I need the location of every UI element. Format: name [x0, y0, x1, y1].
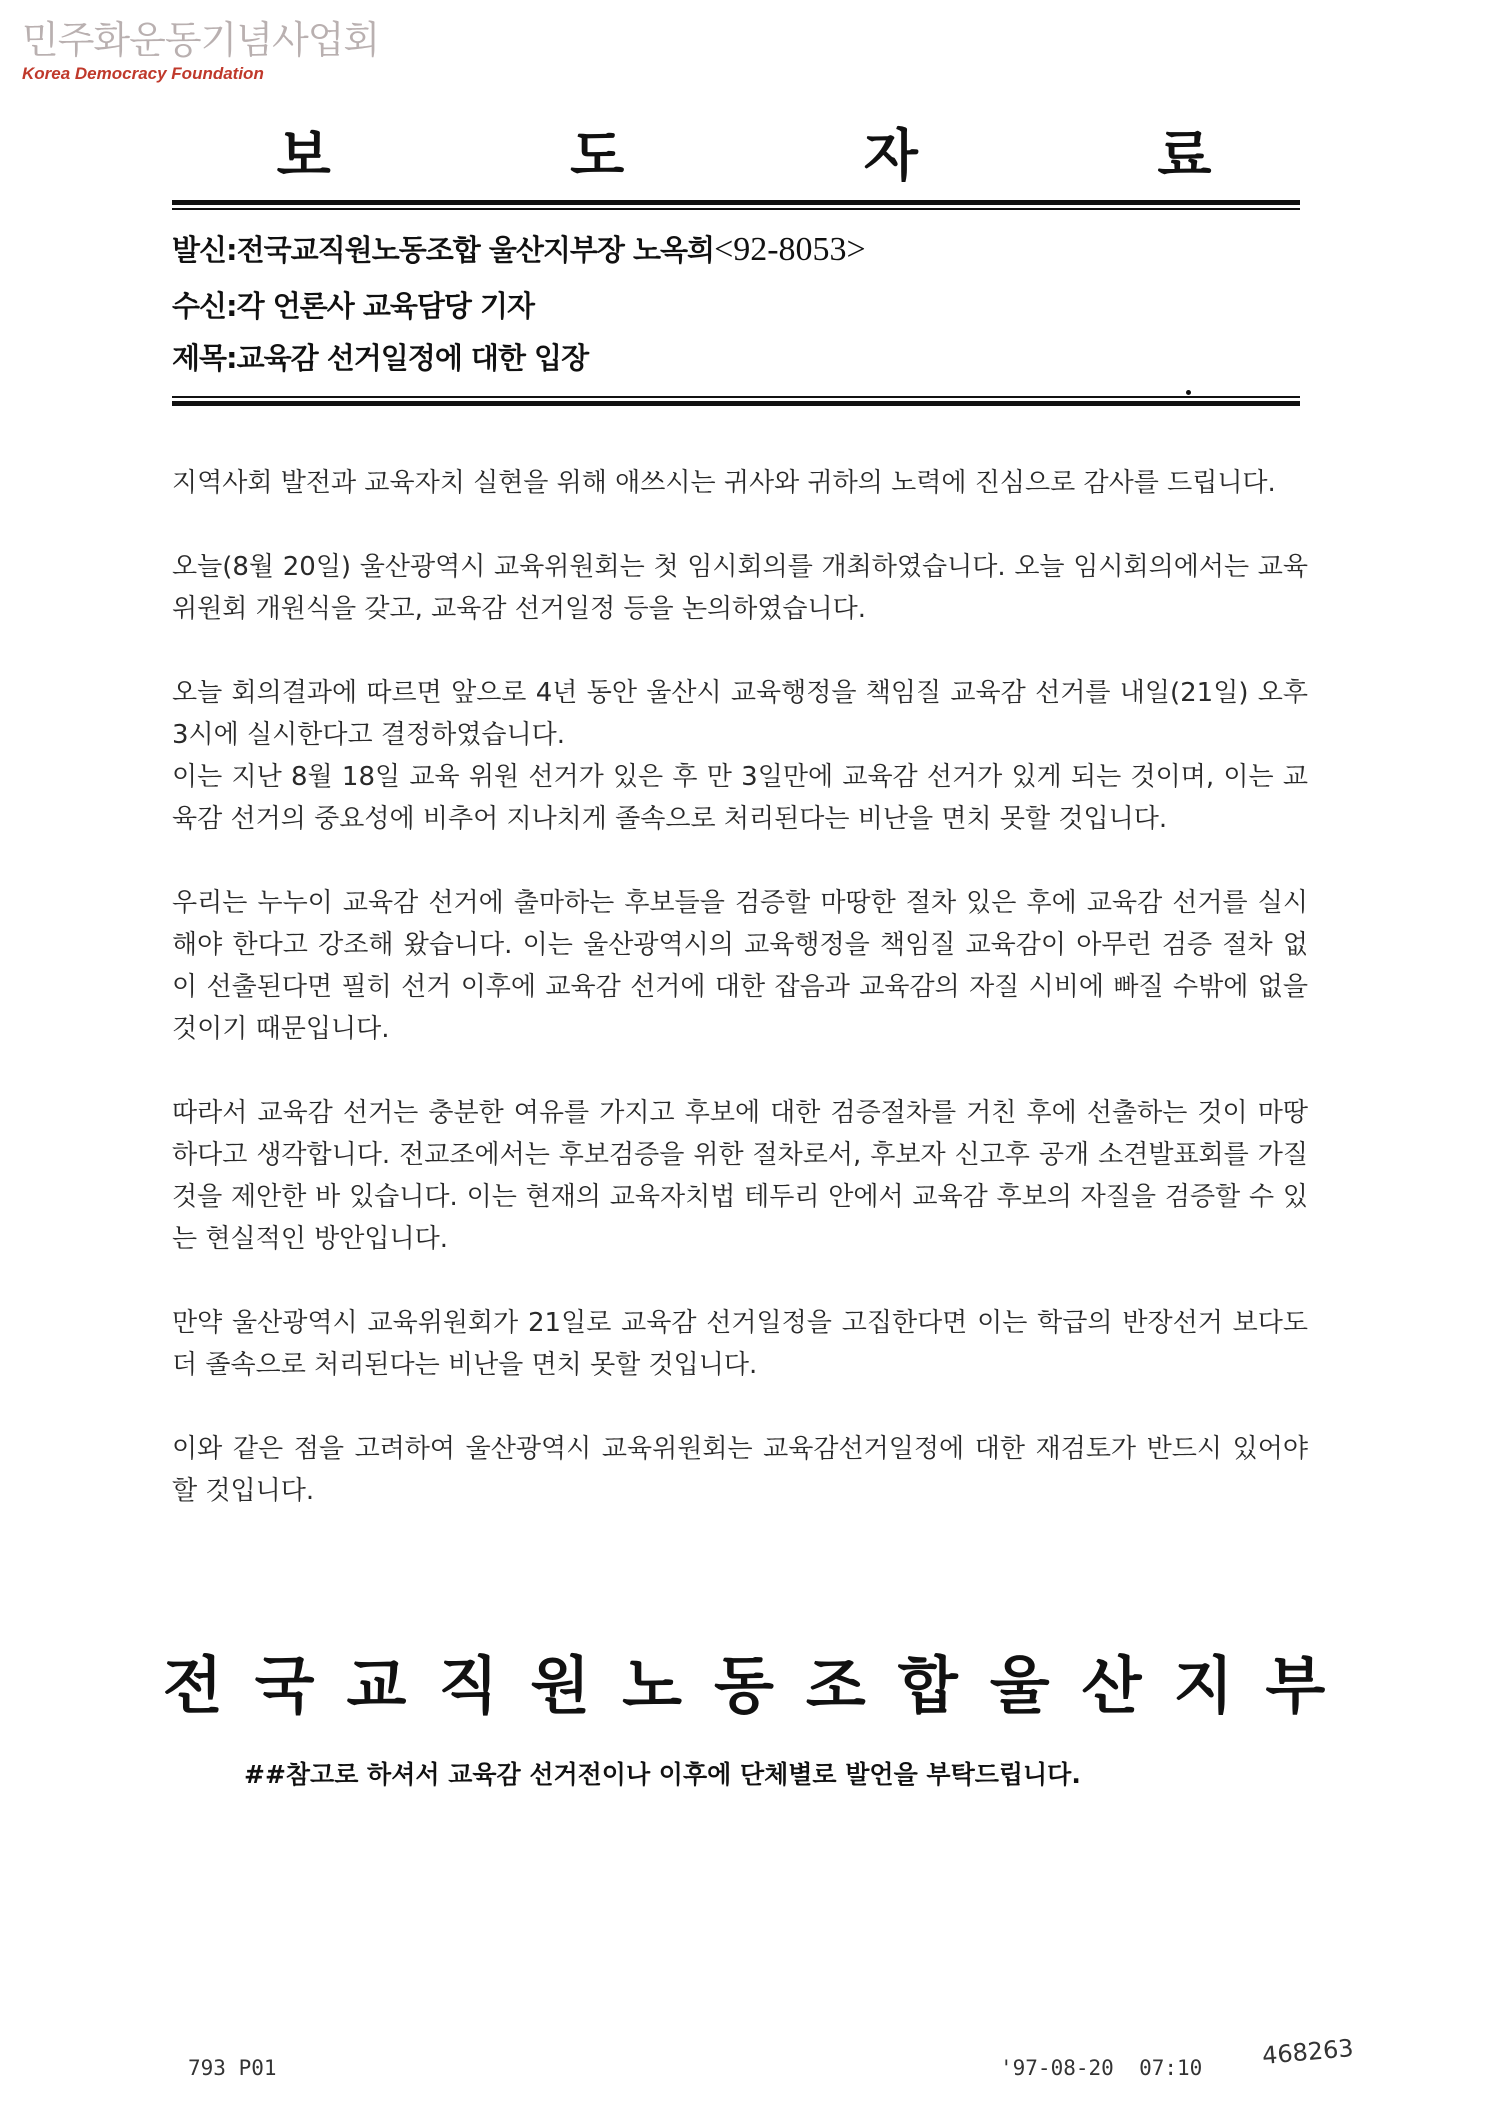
archive-number: 468263: [1260, 2034, 1355, 2070]
sender-label: 발신:전국교직원노동조합 울산지부장 노옥희: [172, 233, 715, 267]
header-top-rule: [172, 200, 1300, 210]
fax-timestamp: '97-08-20 07:10: [1000, 2056, 1203, 2080]
sender-line: [172, 228, 866, 269]
document-title: 보 도 자 료: [276, 124, 1322, 189]
watermark-korean: 민주화운동기념사업회: [22, 18, 380, 62]
reference-note: ##참고로 하셔서 교육감 선거전이나 이후에 단체별로 발언을 부탁드립니다.: [244, 1760, 1081, 1789]
body-paragraph: 이는 지난 8월 18일 교육 위원 선거가 있은 후 만 3일만에 교육감 선거가 있게 되는 것이며, 이는 교육감 선거의 중요성에 비추어 지나치게 졸속으로 처리된다는 비난을 면치 못할 것입니다.: [172, 762, 1308, 834]
sender-phone: <92-8053>: [714, 231, 866, 268]
subject-line: 제목:교육감 선거일정에 대한 입장: [172, 341, 589, 375]
body-paragraph: 따라서 교육감 선거는 충분한 여유를 가지고 후보에 대한 검증절차를 거친 후에 선출하는 것이 마땅하다고 생각합니다. 전교조에서는 후보검증을 위한 절차로서, 후보자 신고후 공개 소견발표회를 가질 것을 제안한 바 있습니다. 이는 현재의 교육자치법 테두리 안에서 교육감 후보의 자질을 검증할 수 있는 현실적인 방안입니다.: [172, 1098, 1308, 1254]
press-release-body: [172, 462, 1308, 1554]
body-paragraph: 지역사회 발전과 교육자치 실현을 위해 애쓰시는 귀사와 귀하의 노력에 진심으로 감사를 드립니다.: [172, 468, 1276, 498]
watermark-english: Korea Democracy Foundation: [22, 64, 264, 83]
body-paragraph: 만약 울산광역시 교육위원회가 21일로 교육감 선거일정을 고집한다면 이는 학급의 반장선거 보다도 더 졸속으로 처리된다는 비난을 면치 못할 것입니다.: [172, 1308, 1308, 1380]
header-bottom-rule: [172, 396, 1300, 406]
body-paragraph: 이와 같은 점을 고려하여 울산광역시 교육위원회는 교육감선거일정에 대한 재검토가 반드시 있어야 할 것입니다.: [172, 1434, 1308, 1506]
organization-signature: 전국교직원노동조합울산지부: [162, 1649, 1358, 1722]
fax-page-id: 793 P01: [188, 2056, 277, 2080]
stray-mark: [1186, 390, 1191, 395]
watermark-logo: [22, 18, 379, 84]
recipient-line: 수신:각 언론사 교육담당 기자: [172, 289, 535, 323]
body-paragraph: 오늘(8월 20일) 울산광역시 교육위원회는 첫 임시회의를 개최하였습니다. 오늘 임시회의에서는 교육위원회 개원식을 갖고, 교육감 선거일정 등을 논의하였습니다.: [172, 552, 1308, 624]
body-paragraph: 우리는 누누이 교육감 선거에 출마하는 후보들을 검증할 마땅한 절차 있은 후에 교육감 선거를 실시해야 한다고 강조해 왔습니다. 이는 울산광역시의 교육행정을 책임질 교육감이 아무런 검증 절차 없이 선출된다면 필히 선거 이후에 교육감 선거에 대한 잡음과 교육감의 자질 시비에 빠질 수밖에 없을 것이기 때문입니다.: [172, 888, 1308, 1044]
body-paragraph: 오늘 회의결과에 따르면 앞으로 4년 동안 울산시 교육행정을 책임질 교육감 선거를 내일(21일) 오후 3시에 실시한다고 결정하였습니다.: [172, 678, 1308, 750]
